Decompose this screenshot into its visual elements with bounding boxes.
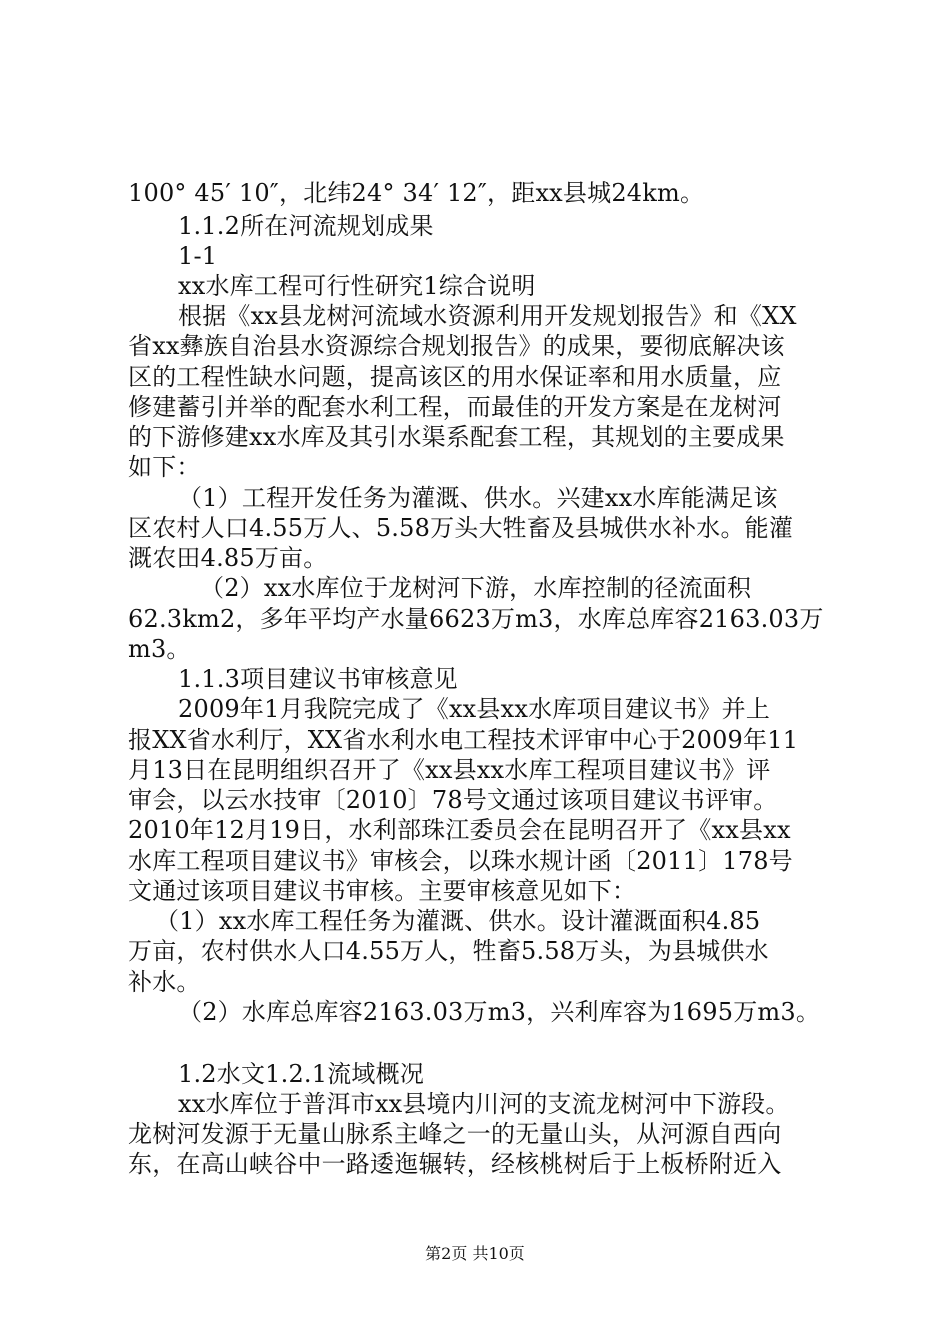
page-number-footer: 第2页 共10页 [425, 1244, 525, 1263]
text-line: xx水库位于普洱市xx县境内川河的支流龙树河中下游段。 [178, 1090, 790, 1118]
text-line: （2）xx水库位于龙树河下游，水库控制的径流面积 [200, 574, 752, 602]
text-line: 区农村人口4.55万人、5.58万头大牲畜及县城供水补水。能灌 [128, 514, 794, 542]
text-line: 1-1 [178, 242, 218, 270]
section-heading: 1.1.3项目建议书审核意见 [178, 665, 458, 693]
text-line: 2009年1月我院完成了《xx县xx水库项目建议书》并上 [178, 695, 771, 723]
text-line: 修建蓄引并举的配套水利工程，而最佳的开发方案是在龙树河 [128, 393, 782, 421]
text-line: m3。 [128, 635, 191, 663]
text-line: 审会，以云水技审〔2010〕78号文通过该项目建议书评审。 [128, 786, 778, 814]
text-line: 月13日在昆明组织召开了《xx县xx水库工程项目建议书》评 [128, 756, 771, 784]
text-line: （1）xx水库工程任务为灌溉、供水。设计灌溉面积4.85 [155, 907, 761, 935]
text-line: 区的工程性缺水问题，提高该区的用水保证率和用水质量，应 [128, 363, 782, 391]
text-line: 100° 45′ 10″，北纬24° 34′ 12″，距xx县城24km。 [128, 179, 705, 207]
text-line: 省xx彝族自治县水资源综合规划报告》的成果，要彻底解决该 [128, 332, 785, 360]
text-line: 补水。 [128, 968, 201, 996]
section-heading: 1.2水文1.2.1流域概况 [178, 1060, 425, 1088]
text-line: 万亩，农村供水人口4.55万人，牲畜5.58万头，为县城供水 [128, 937, 769, 965]
text-line: 62.3km2，多年平均产水量6623万m3，水库总库容2163.03万 [128, 605, 824, 633]
text-line: 东，在高山峡谷中一路逶迤辗转，经核桃树后于上板桥附近入 [128, 1150, 782, 1178]
section-heading: 1.1.2所在河流规划成果 [178, 212, 434, 240]
text-line: 的下游修建xx水库及其引水渠系配套工程，其规划的主要成果 [128, 423, 785, 451]
text-line: 根据《xx县龙树河流域水资源利用开发规划报告》和《XX [178, 302, 797, 330]
text-line: 2010年12月19日，水利部珠江委员会在昆明召开了《xx县xx [128, 816, 791, 844]
text-line: 溉农田4.85万亩。 [128, 544, 328, 572]
text-line: 如下： [128, 453, 201, 481]
text-line: 文通过该项目建议书审核。主要审核意见如下： [128, 877, 637, 905]
text-line: （1）工程开发任务为灌溉、供水。兴建xx水库能满足该 [178, 484, 778, 512]
text-line: （2）水库总库容2163.03万m3，兴利库容为1695万m3。 [178, 998, 821, 1026]
text-line: 报XX省水利厅，XX省水利水电工程技术评审中心于2009年11 [128, 726, 799, 754]
text-line: 龙树河发源于无量山脉系主峰之一的无量山头，从河源自西向 [128, 1120, 782, 1148]
text-line: 水库工程项目建议书》审核会，以珠水规计函〔2011〕178号 [128, 847, 793, 875]
section-heading: xx水库工程可行性研究1综合说明 [178, 272, 536, 300]
